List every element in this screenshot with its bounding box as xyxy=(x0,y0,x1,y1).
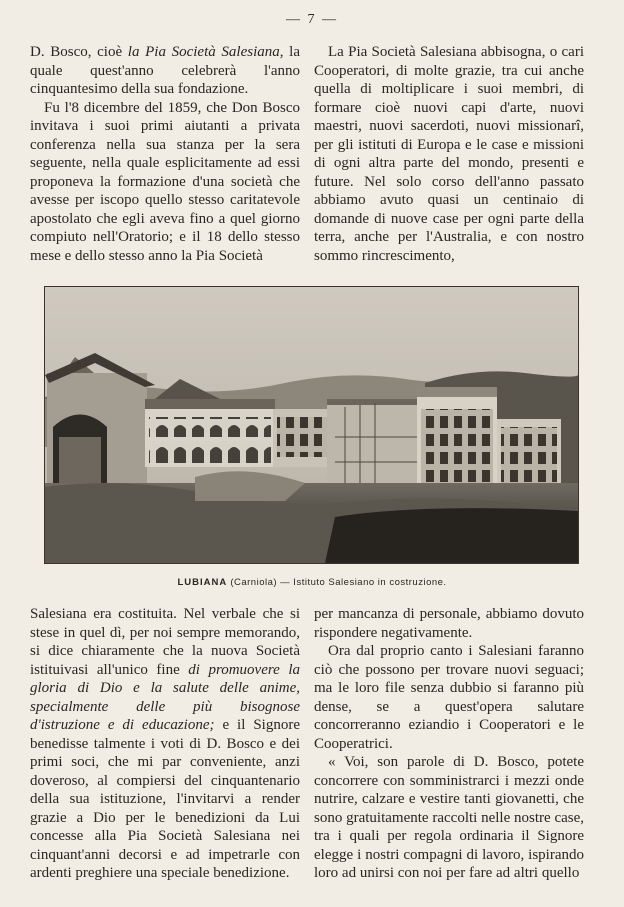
image-caption xyxy=(0,577,624,588)
paragraph xyxy=(30,43,300,99)
paragraph: Fu l'8 dicembre del 1859, che Don Bosco invitava i suoi primi aiutanti a privata conferenza nella sua stanza per la sera seguente, nella quale esplicitamente ad essi proponeva la formazione d'una società che avesse per iscopo quello stesso caritatevole apostolato che egli aveva fino a quel giorno compiuto nell'Oratorio; e il 18 dello stesso mese e dello stesso anno la Pia Società xyxy=(30,99,300,264)
caption-text: (Carniola) — Istituto Salesiano in costruzione. xyxy=(227,577,447,588)
column-top-right xyxy=(314,43,584,265)
column-bottom-left xyxy=(30,605,300,883)
photograph-building xyxy=(44,286,579,564)
paragraph: Ora dal proprio canto i Salesiani faranno ciò che possono per trovare nuovi seguaci; ma le loro file senza dubbio si faranno più dense, se a quest'opera salutare concorreranno eziandio i Cooperatori e le Cooperatrici. xyxy=(314,643,584,752)
text-run: e il Signore benedisse talmente i voti di D. Bosco e dei primi soci, che mi par conveniente, anzi doveroso, al compiersi del cinquantenario della sua istituzione, l'invitarvi a render grazie a Dio per le benedizioni da Lui concesse alla Pia Società Salesiana nei cinquant'anni decorsi e ad impetrarle con ardenti preghiere una speciale benedizione. xyxy=(30,717,300,881)
page-number: — 7 — xyxy=(286,12,338,27)
paragraph: per mancanza di personale, abbiamo dovuto rispondere negativamente. xyxy=(314,606,584,641)
paragraph: « Voi, son parole di D. Bosco, potete concorrere con somministrarci i mezzi onde nutrire, calzare e vestire tanti giovanetti, che sono gratuitamente raccolti nelle nostre case, tra i quali per regola ordinaria il Signore elegge i nostri compagni di lavoro, ispirando loro ad unirsi con noi per fare ad altri quello xyxy=(314,754,584,881)
column-bottom-right xyxy=(314,605,584,883)
paragraph: La Pia Società Salesiana abbisogna, o cari Cooperatori, di molte grazie, tra cui anche quella di moltiplicare i suoi membri, di formare cioè nuovi capi d'arte, nuovi maestri, nuovi sacerdoti, nuovi missionarî, per gli istituti di Europa e le case e missioni di ogni altra parte del mondo, presenti e future. Nel solo corso dell'anno passato abbiamo avuto quasi un centinaio di domande di nuove case per ogni parte della terra, anche per l'Australia, e con nostro sommo rincrescimento, xyxy=(314,44,584,264)
paragraph xyxy=(30,605,300,883)
text-run: D. Bosco, cioè xyxy=(30,44,128,60)
column-top-left xyxy=(30,43,300,265)
italic-text: di promuovere la gloria di Dio e la salute delle anime, specialmente delle più bisognose d'istruzione e di educazione; xyxy=(30,661,300,733)
building-photo-drawing xyxy=(45,287,578,563)
text-run: Salesiana era costituita. Nel verbale che si stese in quel dì, per noi sempre memorando, si dice chiaramente che la nuova Società istituivasi all'unico fine xyxy=(30,606,300,678)
caption-place: LUBIANA xyxy=(177,577,228,588)
text-run: la quale quest'anno celebrerà l'anno cinquantesimo della sua fondazione. xyxy=(30,44,300,97)
italic-text: la Pia Società Salesiana, xyxy=(127,44,284,60)
